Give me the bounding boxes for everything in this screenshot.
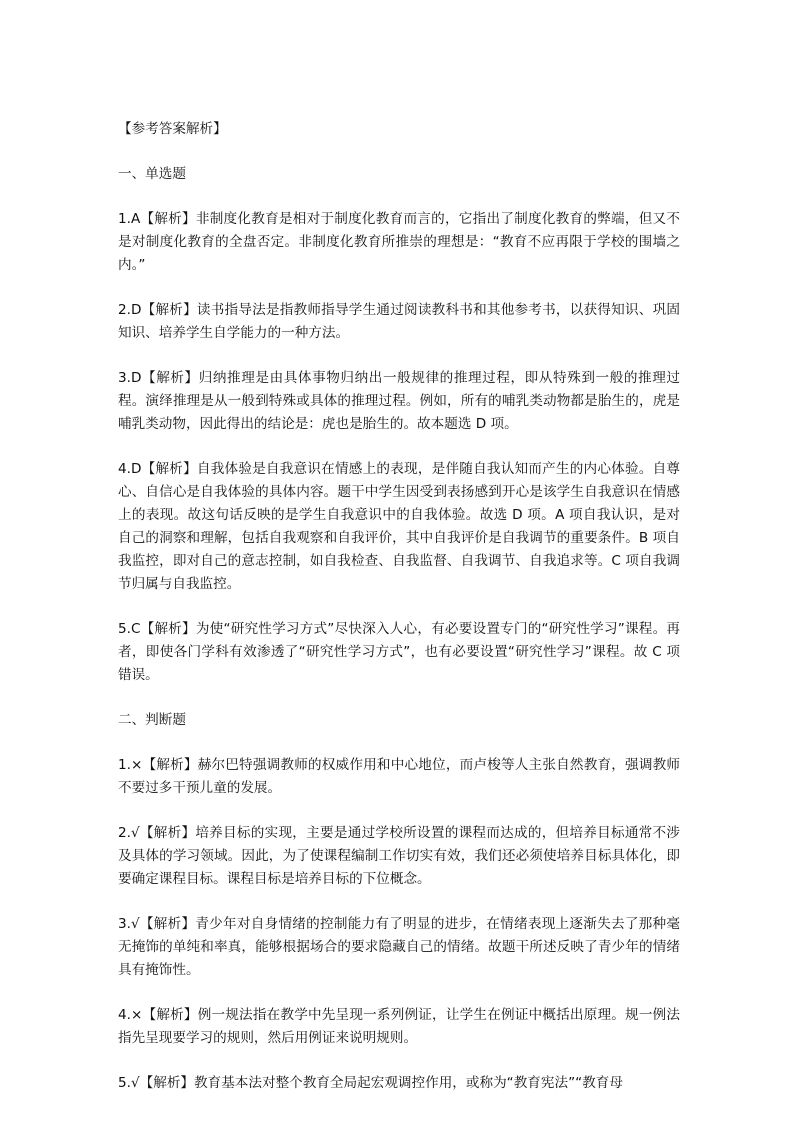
answer-text: 5.√【解析】教育基本法对整个教育全局起宏观调控作用，或称为“教育宪法”“教育母: [118, 1075, 623, 1091]
answer-text: 5.C【解析】为使“研究性学习方式”尽快深入人心，有必要设置专门的“研究性学习”课程。再者，即使各门学科有效渗透了“研究性学习方式”，也有必要设置“研究性学习”课程。故 C 项错误。: [118, 621, 680, 683]
answer-item: [118, 458, 680, 596]
answer-item: [118, 618, 680, 687]
answer-item: [118, 1004, 680, 1050]
answer-text: 4.D【解析】自我体验是自我意识在情感上的表现，是伴随自我认知而产生的内心体验。自尊心、自信心是自我体验的具体内容。题干中学生因受到表扬感到开心是该学生自我意识在情感上的表现。故这句话反映的是学生自我意识中的自我体验。故选 D 项。A 项自我认识，是对自己的洞察和理解，包括自我观察和自我评价，其中自我评价是自我调节的重要条件。B 项自我监控，即对自己的意志控制，如自我检查、自我监督、自我调节、自我追求等。C 项自我调节归属与自我监控。: [118, 461, 680, 592]
answer-item: [118, 208, 680, 277]
answer-text: 1.×【解析】赫尔巴特强调教师的权威作用和中心地位，而卢梭等人主张自然教育，强调教师不要过多干预儿童的发展。: [118, 757, 680, 796]
answer-text: 2.D【解析】读书指导法是指教师指导学生通过阅读教科书和其他参考书，以获得知识、巩固知识、培养学生自学能力的一种方法。: [118, 302, 680, 341]
answer-text: 3.D【解析】归纳推理是由具体事物归纳出一般规律的推理过程，即从特殊到一般的推理过程。演绎推理是从一般到特殊或具体的推理过程。例如，所有的哺乳类动物都是胎生的，虎是哺乳类动物，因此得出的结论是：虎也是胎生的。故本题选 D 项。: [118, 370, 680, 432]
answer-item: [118, 913, 680, 982]
section-title-true-false: 二、判断题: [118, 712, 186, 728]
answer-item: [118, 822, 680, 891]
answer-text: 1.A【解析】非制度化教育是相对于制度化教育而言的，它指出了制度化教育的弊端，但又不是对制度化教育的全盘否定。非制度化教育所推崇的理想是：“教育不应再限于学校的围墙之内。”: [118, 211, 680, 273]
answer-text: 2.√【解析】培养目标的实现，主要是通过学校所设置的课程而达成的，但培养目标通常不涉及具体的学习领域。因此，为了使课程编制工作切实有效，我们还必须使培养目标具体化，即要确定课程目标。课程目标是培养目标的下位概念。: [118, 825, 680, 887]
answer-item: [118, 1072, 680, 1095]
document-page: [118, 118, 680, 1117]
answer-text: 4.×【解析】例一规法指在教学中先呈现一系列例证，让学生在例证中概括出原理。规一例法指先呈现要学习的规则，然后用例证来说明规则。: [118, 1007, 680, 1046]
answer-item: [118, 367, 680, 436]
answer-item: [118, 299, 680, 345]
document-heading: 【参考答案解析】: [118, 121, 227, 137]
answer-text: 3.√【解析】青少年对自身情绪的控制能力有了明显的进步，在情绪表现上逐渐失去了那种毫无掩饰的单纯和率真，能够根据场合的要求隐藏自己的情绪。故题干所述反映了青少年的情绪具有掩饰性。: [118, 916, 680, 978]
section-title-single-choice: 一、单选题: [118, 166, 186, 182]
answer-item: [118, 754, 680, 800]
